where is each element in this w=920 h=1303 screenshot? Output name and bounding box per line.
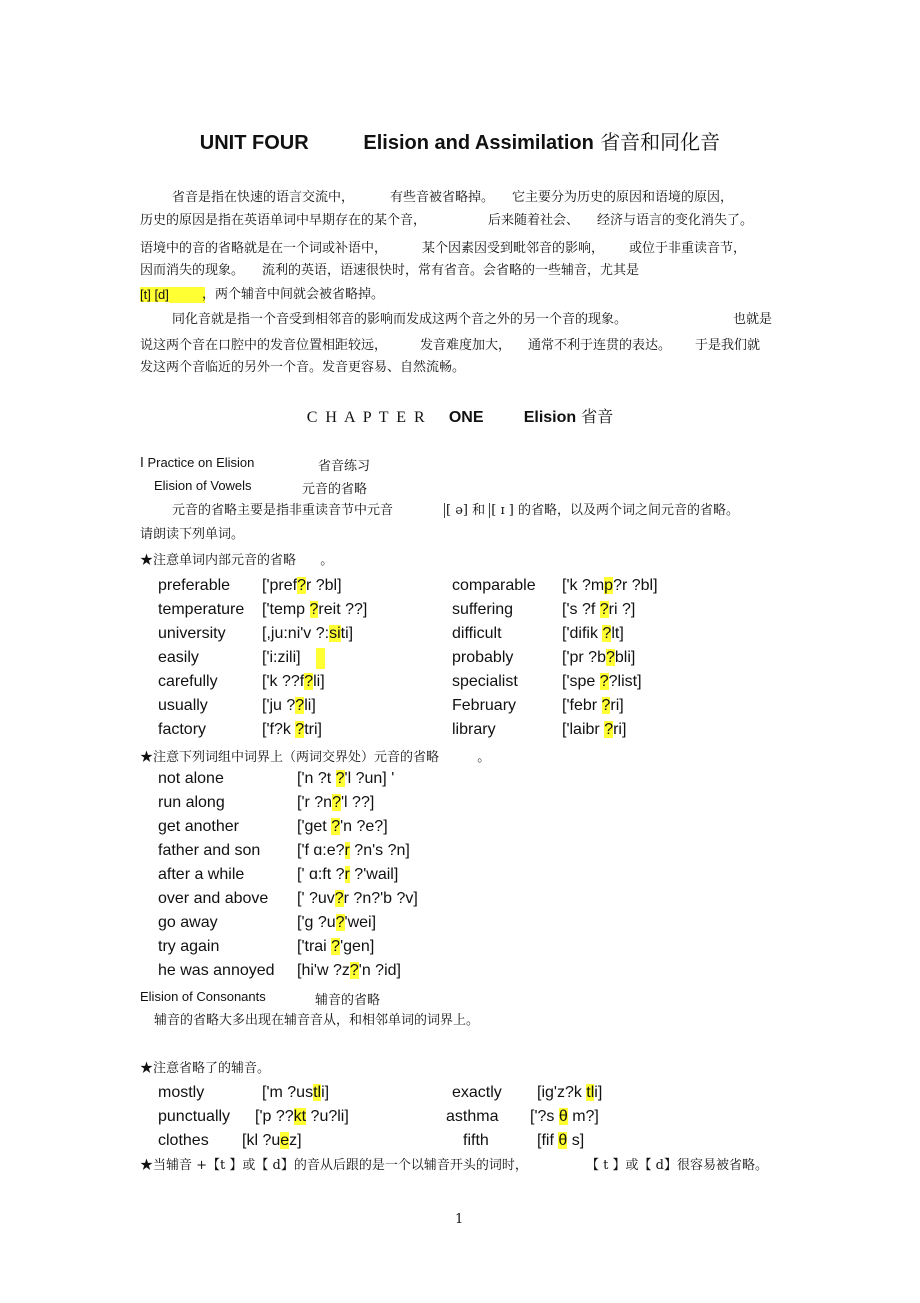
pronunciation-part: ['pr ?b <box>562 649 606 666</box>
intro-text: 发音难度加大， <box>420 338 512 353</box>
pronunciation-part: 'n ?e?] <box>340 818 388 835</box>
elided-sound-highlight: tl <box>586 1084 595 1101</box>
pronunciation-part: i] <box>594 1084 603 1101</box>
intro-text: 历史的原因是指在英语单词中早期存在的某个音， <box>140 213 427 228</box>
section-heading-chinese: 省音练习 <box>318 459 371 474</box>
pronunciation-part: ri] <box>610 697 624 714</box>
word: mostly <box>158 1084 205 1101</box>
pronunciation <box>537 1084 602 1102</box>
intro-line <box>262 263 639 279</box>
pronunciation-part: ['k ?m <box>562 577 605 594</box>
pronunciation-part: 'n ?id] <box>358 962 401 979</box>
intro-line <box>733 312 772 328</box>
pronunciation-part: ?r ?bl] <box>613 577 658 594</box>
schwa-symbol: [ ə] <box>446 503 468 518</box>
phrase: get another <box>158 818 239 835</box>
pronunciation <box>562 673 642 691</box>
pronunciation <box>262 721 322 739</box>
pronunciation <box>262 673 325 691</box>
elided-sound-highlight: ? <box>332 794 341 811</box>
phrase: run along <box>158 794 225 811</box>
consonant-rule <box>586 1158 768 1174</box>
pronunciation-part: ['laibr <box>562 721 605 738</box>
description-text: 和 <box>472 503 486 518</box>
pronunciation-part: ['p ?? <box>255 1108 294 1125</box>
intro-line <box>597 213 753 229</box>
section-heading: Ⅰ Practice on Elision <box>140 455 255 470</box>
chapter-number: ONE <box>448 409 484 426</box>
elided-sound-highlight: ? <box>295 721 305 738</box>
pronunciation-part: r ?n?'b ?v] <box>343 890 418 907</box>
pronunciation <box>262 1084 329 1102</box>
pronunciation-part: [' ?uv <box>297 890 335 907</box>
elided-sound-highlight: ? <box>602 625 612 642</box>
pronunciation <box>562 697 624 715</box>
consonant-description: 辅音的省略大多出现在辅音音从，和相邻单词的词界上。 <box>154 1013 480 1028</box>
pronunciation-part: m?] <box>567 1108 599 1125</box>
pronunciation <box>562 577 658 595</box>
elided-sound-highlight: p <box>604 577 614 594</box>
note-text: ★注意单词内部元音的省略 <box>140 553 297 568</box>
intro-line <box>528 338 671 354</box>
pronunciation <box>262 577 342 595</box>
pronunciation <box>297 770 394 788</box>
intro-line <box>172 312 627 328</box>
intro-text: 它主要分为历史的原因和语境的原因， <box>512 190 734 205</box>
phrase: after a while <box>158 866 245 883</box>
subsection-heading: Elision of Consonants <box>140 989 266 1004</box>
intro-line <box>512 190 733 206</box>
chapter-label: C H A P T E R <box>306 409 427 426</box>
elided-sound-highlight: ? <box>334 890 344 907</box>
pronunciation-part: ['difik <box>562 625 603 642</box>
elided-sound-highlight: r <box>344 866 350 883</box>
vowel-description <box>444 503 739 519</box>
pronunciation-part: ['n ?t <box>297 770 336 787</box>
elided-sound-highlight: si <box>329 625 341 642</box>
word: temperature <box>158 601 245 618</box>
page-title <box>0 126 920 155</box>
pronunciation-part: [ig'z?k <box>537 1084 587 1101</box>
intro-text: 语境中的音的省略就是在一个词或补语中， <box>140 241 388 256</box>
pronunciation-part: [,ju:ni'v ?: <box>262 625 330 642</box>
elided-sound-highlight: ? <box>349 962 359 979</box>
short-i-symbol: [ ɪ ] <box>491 503 514 518</box>
elided-sound-highlight: ? <box>599 673 609 690</box>
chapter-name: Elision <box>523 409 577 426</box>
note-heading <box>140 553 333 569</box>
pronunciation-part: ['f?k <box>262 721 296 738</box>
chapter-heading <box>0 404 920 427</box>
pronunciation-part: ['temp <box>262 601 310 618</box>
intro-line <box>140 241 387 257</box>
intro-text: 同化音就是指一个音受到相邻音的影响而发成这两个音之外的另一个音的现象。 <box>172 312 628 327</box>
pronunciation <box>562 649 635 667</box>
elided-sound-highlight <box>316 648 325 669</box>
elided-sound-highlight: ? <box>331 818 341 835</box>
intro-line <box>488 213 579 229</box>
intro-text: 后来随着社会、 <box>488 213 580 228</box>
pronunciation-part: tri] <box>304 721 322 738</box>
intro-line <box>140 338 387 354</box>
elided-sound-highlight: ? <box>331 938 341 955</box>
note-text: ★注意下列词组中词界上（两词交界处）元音的省略 <box>140 750 440 765</box>
elided-sound-highlight: ? <box>295 697 305 714</box>
pronunciation-part: ['pref <box>262 577 298 594</box>
pronunciation-part: 'l ??] <box>340 794 375 811</box>
word: carefully <box>158 673 218 690</box>
intro-line <box>202 287 384 303</box>
title-unit: UNIT FOUR <box>199 132 309 154</box>
elided-sound-highlight: ? <box>335 770 345 787</box>
pronunciation-part: [fif <box>537 1132 559 1149</box>
pronunciation-part: i] <box>321 1084 330 1101</box>
title-topic: Elision and Assimilation <box>363 132 594 154</box>
elided-sound-highlight: ? <box>297 577 306 594</box>
intro-text: 某个因素因受到毗邻音的影响， <box>422 241 605 256</box>
intro-line <box>140 360 465 376</box>
phrase: go away <box>158 914 218 931</box>
intro-text: 有些音被省略掉。 <box>390 190 495 205</box>
pronunciation-part: 'wei] <box>344 914 377 931</box>
pronunciation-part: bli] <box>614 649 636 666</box>
elided-sound-highlight: ? <box>605 649 615 666</box>
intro-text: 因而消失的现象。 <box>140 263 245 278</box>
word: university <box>158 625 226 642</box>
intro-text: 省音是指在快速的语言交流中， <box>172 190 355 205</box>
pronunciation <box>297 890 418 908</box>
intro-line <box>629 241 746 257</box>
pronunciation <box>297 818 388 836</box>
pronunciation-part: ['?s <box>530 1108 559 1125</box>
consonant-rule <box>140 1158 528 1174</box>
pronunciation <box>297 914 376 932</box>
pronunciation-part: ['i:zili] <box>262 649 301 666</box>
pronunciation <box>562 601 635 619</box>
word: library <box>452 721 496 738</box>
pronunciation-part: ti] <box>340 625 354 642</box>
word: usually <box>158 697 208 714</box>
pronunciation <box>297 938 374 956</box>
elided-sound-highlight: ? <box>604 721 614 738</box>
intro-text: 通常不利于连贯的表达。 <box>528 338 672 353</box>
intro-line <box>390 190 494 206</box>
intro-text: 也就是 <box>733 312 773 327</box>
intro-text: ，两个辅音中间就会被省略掉。 <box>202 287 385 302</box>
intro-text: 或位于非重读音节， <box>629 241 747 256</box>
phrase: not alone <box>158 770 224 787</box>
pronunciation <box>562 721 626 739</box>
pronunciation <box>562 625 624 643</box>
pronunciation-part: [kl ?u <box>242 1132 281 1149</box>
pronunciation-part: li] <box>304 697 316 714</box>
pronunciation-part: ri] <box>613 721 627 738</box>
elided-sound-highlight: ? <box>599 601 609 618</box>
note-heading: ★注意省略了的辅音。 <box>140 1061 271 1076</box>
elided-sound-highlight: θ <box>558 1132 568 1149</box>
intro-line <box>140 263 244 279</box>
pronunciation-part: s] <box>567 1132 585 1149</box>
elided-sound-highlight: ? <box>309 601 319 618</box>
subsection-heading-chinese: 元音的省略 <box>302 482 368 497</box>
pronunciation-part: ['ju ? <box>262 697 296 714</box>
intro-line <box>172 190 354 206</box>
pronunciation-part: ?n's ?n] <box>349 842 410 859</box>
pronunciation <box>262 601 367 619</box>
pronunciation-part: ['febr <box>562 697 602 714</box>
word: probably <box>452 649 514 666</box>
vowel-description: 请朗读下列单词。 <box>140 527 245 542</box>
phrase: try again <box>158 938 220 955</box>
note-heading <box>140 750 490 766</box>
pronunciation-part: ?list] <box>608 673 642 690</box>
pronunciation-part: ['s ?f <box>562 601 600 618</box>
pronunciation-part: z] <box>289 1132 302 1149</box>
word: exactly <box>452 1084 502 1101</box>
intro-line <box>140 287 205 303</box>
pronunciation-part: ['r ?n <box>297 794 333 811</box>
pronunciation-part: r ?bl] <box>305 577 342 594</box>
pronunciation <box>297 866 398 884</box>
intro-text: 经济与语言的变化消失了。 <box>597 213 754 228</box>
word: difficult <box>452 625 502 642</box>
pronunciation-part: [' ɑ:ft ? <box>297 866 345 883</box>
description-text: 的省略，以及两个词之间元音的省略。 <box>518 503 740 518</box>
pronunciation <box>537 1132 584 1150</box>
subsection-heading: Elision of Vowels <box>154 478 252 493</box>
intro-text: 说这两个音在口腔中的发音位置相距较远， <box>140 338 388 353</box>
intro-line <box>422 241 604 257</box>
pronunciation <box>297 842 410 860</box>
vowel-description <box>172 503 393 519</box>
elided-sound-highlight: ? <box>304 673 314 690</box>
intro-text: 发这两个音临近的另外一个音。发音更容易、自然流畅。 <box>140 360 466 375</box>
pronunciation-part: ['get <box>297 818 332 835</box>
pronunciation-part: ri ?] <box>608 601 636 618</box>
page-number: 1 <box>455 1212 464 1227</box>
pronunciation-part: ?u?li] <box>306 1108 349 1125</box>
intro-text: 流利的英语，语速很快时，常有省音。会省略的一些辅音，尤其是 <box>262 263 640 278</box>
pronunciation <box>297 794 374 812</box>
pronunciation <box>262 697 316 715</box>
note-text: 。 <box>477 750 491 765</box>
title-chinese: 省音和同化音 <box>600 130 721 154</box>
pronunciation-part: ['k ??f <box>262 673 305 690</box>
pronunciation-part: [hi'w ?z <box>297 962 350 979</box>
intro-line <box>420 338 511 354</box>
pronunciation <box>262 625 353 643</box>
pronunciation-part: ['trai <box>297 938 332 955</box>
subsection-heading-chinese: 辅音的省略 <box>315 993 381 1008</box>
phrase: father and son <box>158 842 261 859</box>
word: February <box>452 697 517 714</box>
word: comparable <box>452 577 536 594</box>
pronunciation <box>242 1132 302 1150</box>
pronunciation <box>255 1108 349 1126</box>
pronunciation-part: ?'wail] <box>349 866 399 883</box>
word: punctually <box>158 1108 231 1125</box>
pronunciation-part: reit ??] <box>318 601 368 618</box>
intro-line <box>140 213 426 229</box>
pronunciation <box>262 649 301 667</box>
pronunciation-part: ['m ?us <box>262 1084 314 1101</box>
word: suffering <box>452 601 514 618</box>
intro-line <box>695 338 760 354</box>
elided-sound-highlight: tl <box>313 1084 322 1101</box>
rule-text: ★当辅音 +【t 】或【 d】的音从后跟的是一个以辅音开头的词时， <box>140 1158 528 1173</box>
highlighted-consonants: [t] [d] <box>140 287 169 302</box>
phrase: over and above <box>158 890 269 907</box>
chapter-chinese: 省音 <box>581 407 614 426</box>
word: factory <box>158 721 207 738</box>
pronunciation-part: 'gen] <box>340 938 375 955</box>
pronunciation <box>530 1108 599 1126</box>
phrase: he was annoyed <box>158 962 275 979</box>
elided-sound-highlight: kt <box>293 1108 307 1125</box>
rule-text: 【 t 】或【 d】很容易被省略。 <box>586 1158 768 1173</box>
elided-sound-highlight: e <box>280 1132 290 1149</box>
description-text: 元音的省略主要是指非重读音节中元音 <box>172 503 394 518</box>
pronunciation-part: ['f ɑ:e? <box>297 842 345 859</box>
pronunciation-part: lt] <box>611 625 624 642</box>
pronunciation-part: ['spe <box>562 673 600 690</box>
intro-text: 于是我们就 <box>695 338 761 353</box>
elided-sound-highlight: ? <box>335 914 345 931</box>
word: easily <box>158 649 199 666</box>
elided-sound-highlight: r <box>344 842 350 859</box>
pronunciation-part: 'l ?un] ' <box>344 770 395 787</box>
word: preferable <box>158 577 231 594</box>
pronunciation-part: li] <box>313 673 325 690</box>
elided-sound-highlight: θ <box>558 1108 568 1125</box>
word: asthma <box>446 1108 499 1125</box>
word: specialist <box>452 673 518 690</box>
pronunciation-part: ['g ?u <box>297 914 336 931</box>
word: clothes <box>158 1132 209 1149</box>
word: fifth <box>463 1132 489 1149</box>
pronunciation <box>297 962 401 980</box>
elided-sound-highlight: ? <box>601 697 611 714</box>
note-text: 。 <box>320 553 334 568</box>
